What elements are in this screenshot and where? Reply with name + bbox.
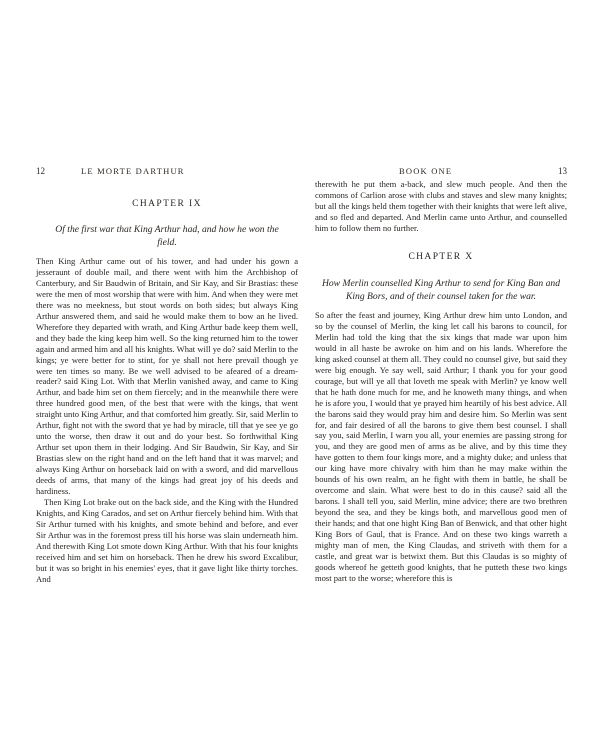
body-text bbox=[315, 310, 567, 584]
paragraph: So after the feast and journey, King Arthur drew him unto London, and so by the counsel of Merlin, the king let call his barons to council, for Merlin had told the king that the six kings that made war upon him would in all haste be awroke on him and on his lands. Wherefore the king asked counsel at them all. They could no counsel give, but said they were big enough. Ye say well, said Arthur; I thank you for your good courage, but will ye all that loveth me speak with Merlin? ye know well that he hath done much for me, and he knoweth many things, and when he is afore you, I would that ye prayed him heartily of his best advice. All the barons said they would pray him and desire him. So Merlin was sent for, and fair desired of all the barons to give them best counsel. I shall say you, said Merlin, I warn you all, your enemies are passing strong for you, and they are good men of arms as be alive, and by this time they have gotten to them four kings more, and a mighty duke; and unless that our king have more chivalry with him than he may make within the bounds of his own realm, an he fight with them in battle, he shall be overcome and slain. What were best to do in this cause? said all the barons. I shall tell you, said Merlin, mine advice; there are two brethren beyond the sea, and they be kings both, and marvellous good men of their hands; and that one hight King Ban of Benwick, and that other hight King Bors of Gaul, that is France. And on these two kings warreth a mighty man of men, the King Claudas, and striveth with them for a castle, and great war is betwixt them. But this Claudas is so mighty of goods whereof he getteth good knights, that he putteth these two kings most part to the worse; wherefore this is bbox=[315, 310, 567, 583]
page-number: 12 bbox=[36, 166, 45, 176]
body-text-continuation bbox=[315, 179, 567, 234]
running-title: BOOK ONE bbox=[399, 166, 453, 176]
chapter-subtitle: Of the first war that King Arthur had, and how he won the field. bbox=[55, 224, 279, 248]
chapter-heading: CHAPTER X bbox=[408, 252, 474, 262]
chapter-heading: CHAPTER IX bbox=[132, 199, 202, 209]
paragraph: Then King Lot brake out on the back side, and the King with the Hundred Knights, and King Carados, and set on Arthur fiercely behind him. With that Sir Arthur turned with his knights, and smote behind and before, and ever Sir Arthur was in the foremost press till his horse was slain underneath him. And therewith King Lot smote down King Arthur. With that his four knights received him and set him on horseback. Then he drew his sword Excalibur, but it was so bright in his enemies' eyes, that it gave light like thirty torches. And bbox=[36, 496, 298, 584]
body-text bbox=[36, 256, 298, 585]
chapter-subtitle: How Merlin counselled King Arthur to send for King Ban and King Bors, and of their counsel taken for the war. bbox=[321, 278, 561, 302]
page-number: 13 bbox=[558, 166, 567, 176]
running-title: LE MORTE DARTHUR bbox=[81, 166, 185, 176]
paragraph: Then King Arthur came out of his tower, and had under his gown a jesseraunt of double mail, and there went with him the Archbishop of Canterbury, and Sir Baudwin of Britain, and Sir Kay, and Sir Brastias: these were the men of most worship that were with him. And when they were met there was no meekness, but stout words on both sides; but always King Arthur answered them, and said he would make them to bow an he lived. Wherefore they departed with wrath, and King Arthur bade keep them well, and they bade the king keep him well. So the king returned him to the tower again and armed him and all his knights. What will ye do? said Merlin to the kings; ye were better for to stint, for ye shall not here prevail though ye were ten times so many. Be we well advised to be afeared of a dream-reader? said King Lot. With that Merlin vanished away, and came to King Arthur, and bade him set on them fiercely; and in the meanwhile there were three hundred good men, of the best that were with the kings, that went straight unto King Arthur, and that comforted him greatly. Sir, said Merlin to Arthur, fight not with the sword that ye had by miracle, till that ye see ye go unto the worse, then draw it out and do your best. So forthwithal King Arthur set upon them in their lodging. And Sir Baudwin, Sir Kay, and Sir Brastias slew on the right hand and on the left hand that it was marvel; and always King Arthur on horseback laid on with a sword, and did marvellous deeds of arms, that many of the kings had great joy of his deeds and hardiness. bbox=[36, 256, 299, 497]
paragraph: therewith he put them a-back, and slew much people. And then the commons of Carlion arose with clubs and staves and slew many knights; but all the kings held them together with their knights that were left alive, and so fled and departed. And Merlin came unto Arthur, and counselled him to follow them no further. bbox=[315, 179, 567, 233]
